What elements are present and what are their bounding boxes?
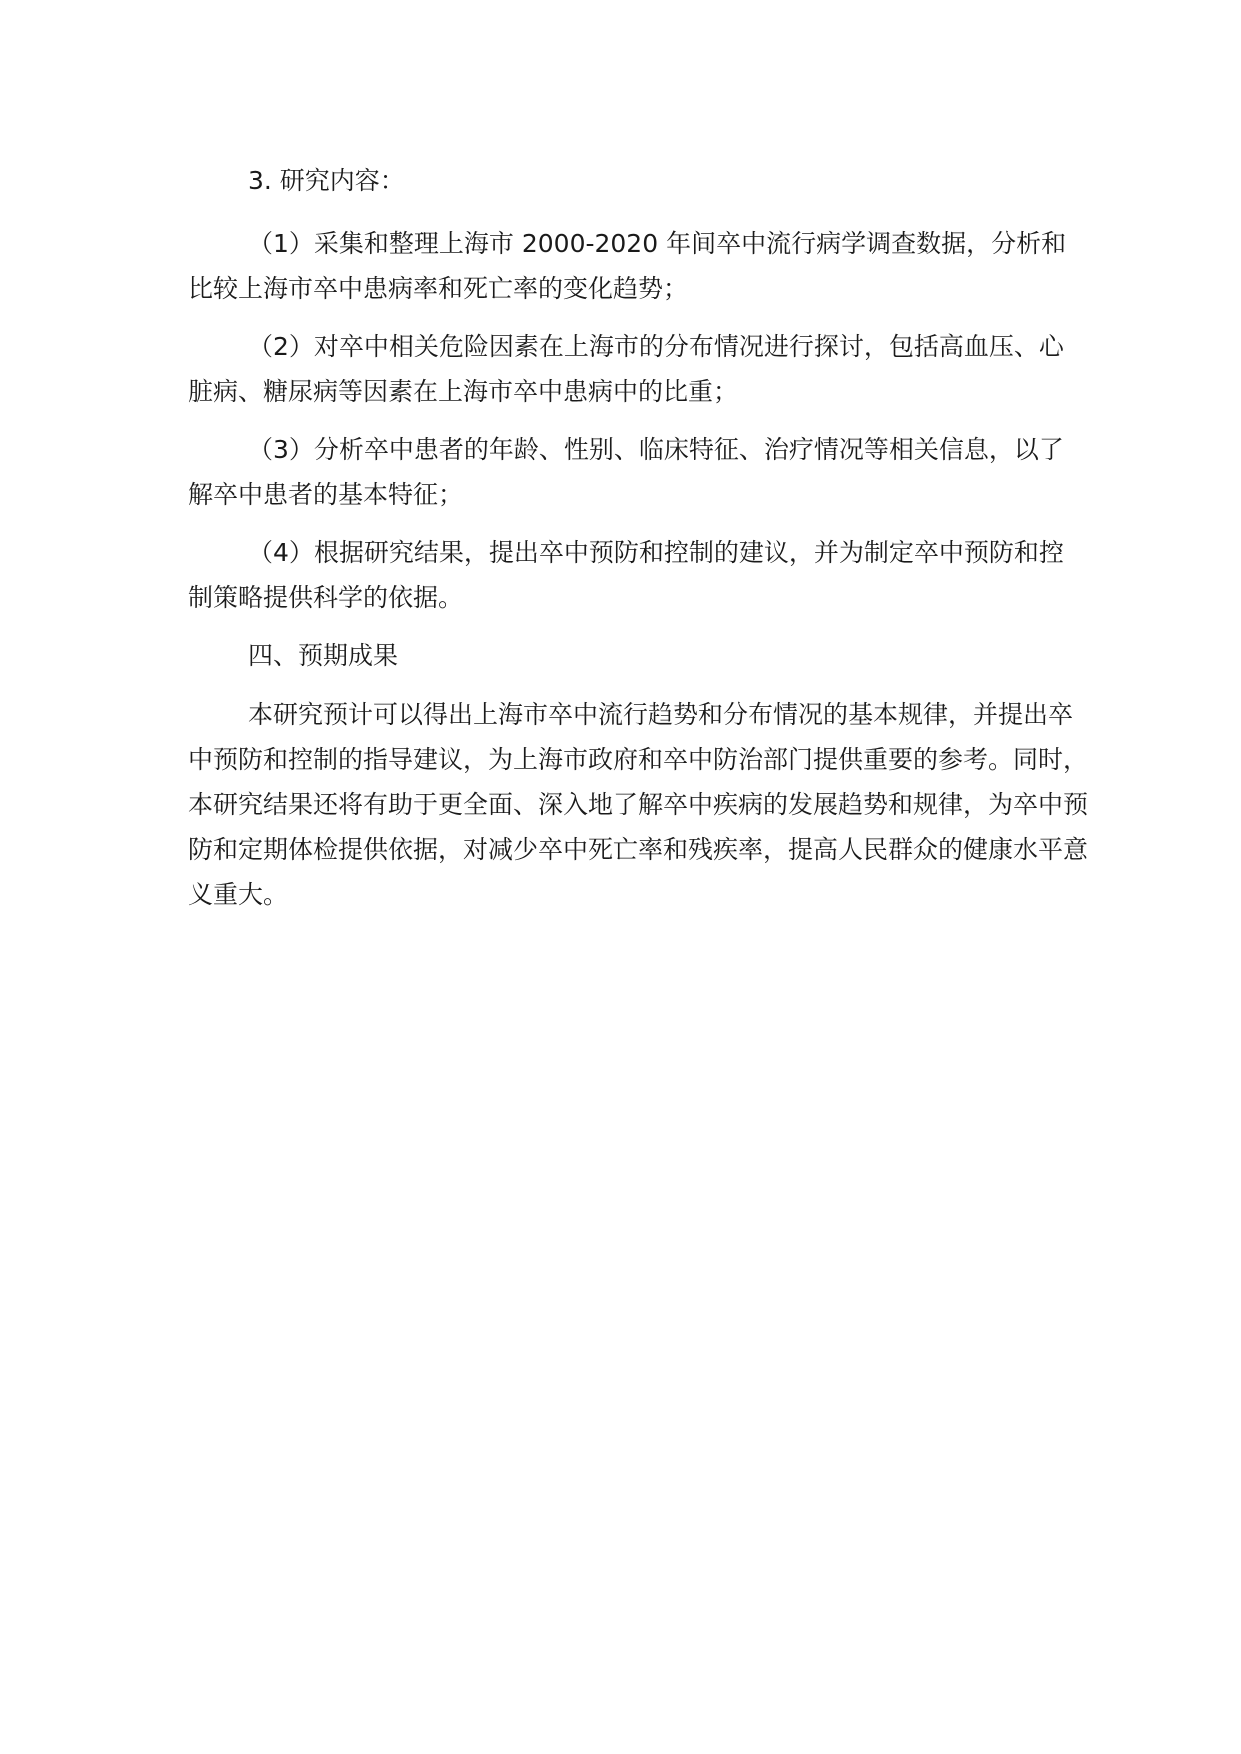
research-item-3: （3）分析卒中患者的年龄、性别、临床特征、治疗情况等相关信息，以了解卒中患者的基本特征； bbox=[188, 435, 1064, 509]
research-item-1: （1）采集和整理上海市 2000-2020 年间卒中流行病学调查数据，分析和比较上海市卒中患病率和死亡率的变化趋势； bbox=[188, 229, 1067, 303]
section-title: 3. 研究内容： bbox=[248, 166, 405, 195]
heading-expected-results: 四、预期成果 bbox=[248, 641, 399, 670]
research-item-4: （4）根据研究结果，提出卒中预防和控制的建议，并为制定卒中预防和控制策略提供科学的依据。 bbox=[188, 538, 1064, 612]
expected-results-paragraph: 本研究预计可以得出上海市卒中流行趋势和分布情况的基本规律，并提出卒中预防和控制的指导建议，为上海市政府和卒中防治部门提供重要的参考。同时，本研究结果还将有助于更全面、深入地了解卒中疾病的发展趋势和规律，为卒中预防和定期体检提供依据，对减少卒中死亡率和残疾率，提高人民群众的健康水平意义重大。 bbox=[188, 700, 1089, 909]
research-item-2: （2）对卒中相关危险因素在上海市的分布情况进行探讨，包括高血压、心脏病、糖尿病等因素在上海市卒中患病中的比重； bbox=[188, 332, 1064, 406]
document-body bbox=[188, 158, 1088, 917]
